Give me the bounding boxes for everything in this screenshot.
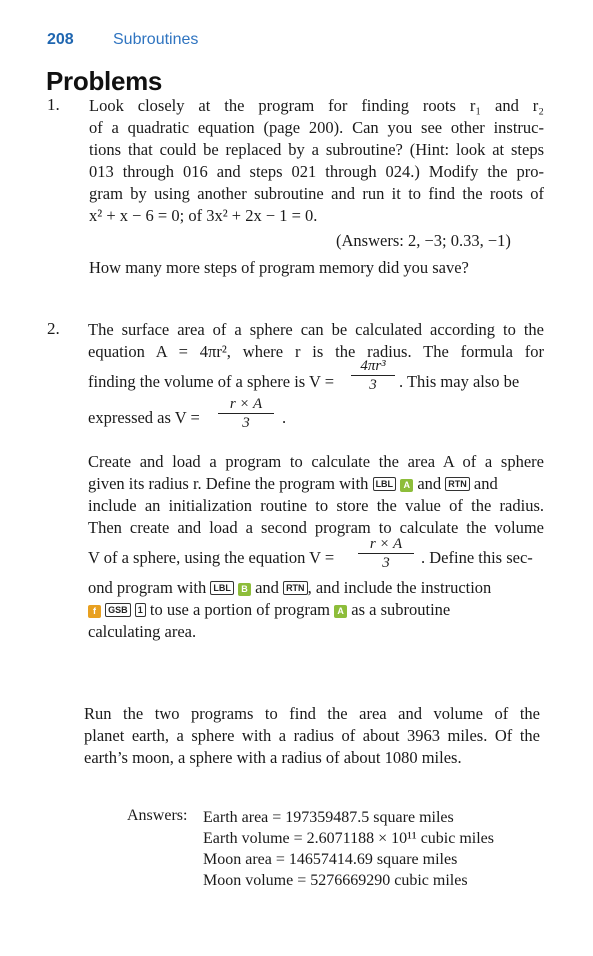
problem-2-line: Create and load a program to calculate the area A of a sphere — [88, 452, 544, 471]
answers-list — [203, 807, 494, 891]
answer-moon-volume: Moon volume = 5276669290 cubic miles — [203, 872, 468, 889]
gsb-key-icon: GSB — [105, 603, 131, 617]
problem-2-paragraph — [88, 451, 544, 539]
text: as a subroutine — [351, 600, 451, 619]
text: given its radius r. Define the program with — [88, 474, 369, 493]
problem-2-line — [88, 599, 544, 621]
expression-numerator: r × A — [218, 396, 274, 414]
text: ond program with — [88, 578, 207, 597]
text: and — [417, 474, 442, 493]
run-line: earth’s moon, a sphere with a radius of about 1080 miles. — [84, 748, 462, 767]
volume-formula-prefix: finding the volume of a sphere is V = — [88, 372, 335, 391]
running-head: Subroutines — [113, 31, 199, 48]
a-key-icon: A — [334, 605, 347, 618]
volume-fraction — [351, 358, 395, 394]
problem-1-answers: (Answers: 2, −3; 0.33, −1) — [336, 231, 511, 250]
answer-earth-volume: Earth volume = 2.6071188 × 10¹¹ cubic miles — [203, 830, 494, 847]
answers-label: Answers: — [127, 807, 188, 824]
problem-1-line: tions that could be replaced by a subroutine? (Hint: look at steps — [89, 140, 544, 159]
expression-suffix: . — [282, 408, 287, 427]
problem-1-line: of a quadratic equation (page 200). Can you see other instruc- — [89, 118, 544, 137]
volume-equation-numerator: r × A — [358, 536, 414, 554]
expression-fraction — [218, 396, 274, 432]
lbl-key-icon: LBL — [373, 477, 397, 491]
run-line: Run the two programs to find the area and volume of the — [84, 704, 540, 723]
volume-equation-prefix: V of a sphere, using the equation V = — [88, 548, 335, 567]
problem-2-line: equation A = 4πr², where r is the radius. The formula for — [88, 342, 544, 361]
problem-2-line: The surface area of a sphere can be calculated according to the — [88, 320, 544, 339]
problem-2-intro — [88, 319, 544, 363]
problem-2-number: 2. — [47, 319, 60, 338]
problem-1-number: 1. — [47, 95, 60, 114]
problem-1-line: gram by using another subroutine and run it to find the roots of — [89, 184, 544, 203]
lbl-key-icon: LBL — [210, 581, 234, 595]
problem-1-body — [89, 95, 544, 227]
one-key-icon: 1 — [135, 603, 146, 617]
page-number: 208 — [47, 31, 74, 48]
text: , and include the instruction — [307, 578, 492, 597]
volume-equation-suffix: . Define this sec- — [421, 548, 533, 567]
problem-2-run-paragraph — [84, 703, 540, 769]
b-key-icon: B — [238, 583, 251, 596]
text: to use a portion of program — [149, 600, 330, 619]
volume-denominator: 3 — [369, 377, 377, 393]
problem-2-line — [88, 577, 544, 599]
problem-2-line: include an initialization routine to store the value of the radius. — [88, 496, 544, 515]
text: and — [255, 578, 279, 597]
text: and — [473, 474, 498, 493]
expression-denominator: 3 — [242, 415, 250, 431]
problem-1-line: x² + x − 6 = 0; of 3x² + 2x − 1 = 0. — [89, 206, 318, 225]
run-line: planet earth, a sphere with a radius of about 3963 miles. Of the — [84, 726, 540, 745]
rtn-key-icon: RTN — [283, 581, 308, 595]
a-key-icon: A — [400, 479, 413, 492]
problem-2-line: calculating area. — [88, 622, 197, 641]
rtn-key-icon: RTN — [445, 477, 470, 491]
problem-2-line: Then create and load a second program to calculate the volume — [88, 518, 544, 537]
problem-1-line: 013 through 016 and steps 021 through 024.) Modify the pro- — [89, 162, 544, 181]
expression-prefix: expressed as V = — [88, 408, 200, 427]
volume-numerator: 4πr³ — [351, 358, 395, 376]
problem-2-paragraph-cont — [88, 577, 544, 643]
volume-formula-suffix: . This may also be — [399, 372, 520, 391]
section-title: Problems — [46, 66, 163, 96]
f-key-icon: f — [88, 605, 101, 618]
problem-1-question: How many more steps of program memory did you save? — [89, 258, 469, 277]
volume-equation-denominator: 3 — [382, 555, 390, 571]
problem-1-line: Look closely at the program for finding roots r₁ and r₂ — [89, 96, 544, 115]
answer-moon-area: Moon area = 14657414.69 square miles — [203, 851, 458, 868]
answer-earth-area: Earth area = 197359487.5 square miles — [203, 809, 454, 826]
volume-equation-fraction — [358, 536, 414, 572]
problem-2-line — [88, 473, 544, 495]
